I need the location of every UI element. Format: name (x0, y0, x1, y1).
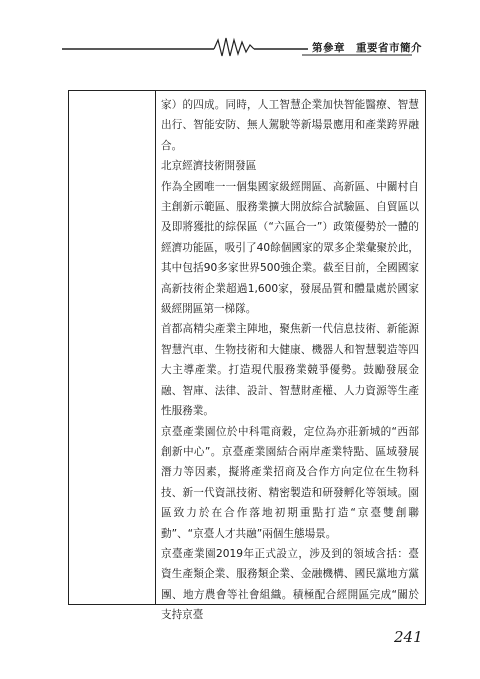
paragraph-overview: 作為全國唯一一個集國家級經開區、高新區、中關村自主創新示範區、服務業擴大開放綜合試驗區、自貿區以及即將獲批的綜保區（“六區合一”）政策優勢於一體的經濟功能區，吸引了40餘個國家的眾多企業彙聚於此，其中包括90多家世界500強企業。截至目前，全國國家高新技術企業超過1,600家，發展品質和體量處於國家級經開區第一梯隊。 (161, 180, 419, 316)
paragraph-industries: 首都高精尖產業主陣地，聚焦新一代信息技術、新能源智慧汽車、生物技術和大健康、機器人和智慧製造等四大主導產業。打造現代服務業競爭優勢。鼓勵發展金融、智庫、法律、設計、智慧財產權、人力資源等生產性服務業。 (161, 323, 419, 418)
chapter-title: 第參章 重要省市簡介 (312, 42, 422, 54)
section-heading: 北京經濟技術開發區 (161, 160, 257, 173)
page-header (0, 0, 480, 70)
paragraph-park-establishment: 京臺產業園2019年正式設立，涉及到的領域含括：臺資生產類企業、服務類企業、金融機構、國民黨地方黨團、地方農會等社會組織。積極配合經開區完成“關於支持京臺 (161, 547, 419, 622)
page-number: 241 (394, 628, 423, 646)
column-divider (155, 91, 156, 604)
content-table (68, 90, 426, 622)
paragraph-continuation: 家）的四成。同時，人工智慧企業加快智能醫療、智慧出行、智能安防、無人駕駛等新場景應用和產業跨界融合。 (161, 99, 419, 152)
content-cell (161, 95, 419, 626)
paragraph-park-location: 京臺產業園位於中科電商穀，定位為亦莊新城的“西部創新中心”。京臺產業園結合兩岸產業特點、區域發展潛力等因素，擬將產業招商及合作方向定位在生物科技、新一代資訊技術、精密製造和研發孵化等領域。園區致力於在合作落地初期重點打造“京臺雙創聯動”、“京臺人才共融”兩個生態場景。 (161, 425, 419, 540)
